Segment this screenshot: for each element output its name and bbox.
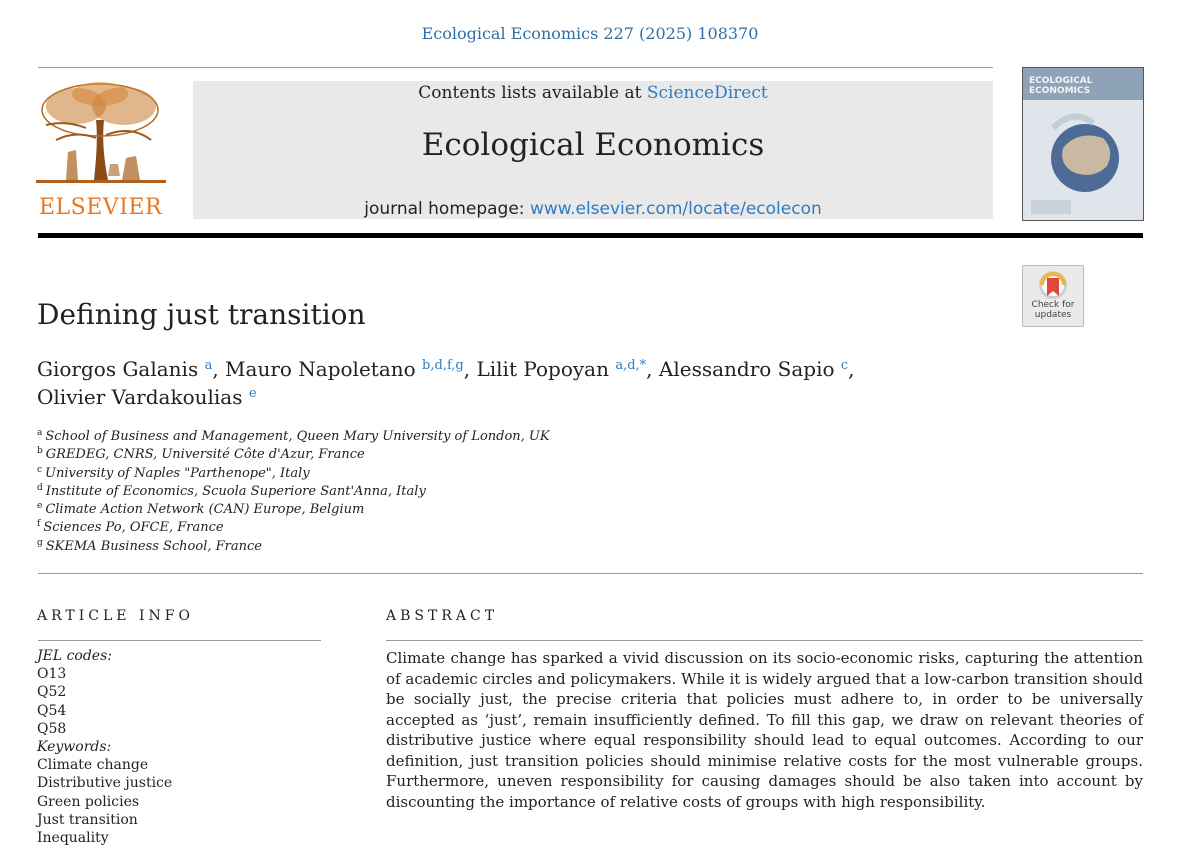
elsevier-wordmark: ELSEVIER [39, 195, 163, 220]
section-divider [38, 573, 1143, 574]
affiliation-marker: g [37, 537, 43, 548]
affiliation-text: SKEMA Business School, France [45, 538, 262, 554]
keyword: Climate change [37, 757, 149, 774]
affiliation-text: Climate Action Network (CAN) Europe, Belgium [45, 502, 365, 518]
keyword: Just transition [37, 811, 138, 828]
affiliation-text: University of Naples "Parthenope", Italy [45, 465, 310, 481]
jel-code: O13 [37, 666, 67, 683]
author-affil-marker[interactable]: a,d,* [615, 358, 647, 373]
keyword: Distributive justice [37, 775, 173, 792]
author-affil-marker[interactable]: a [204, 358, 213, 373]
affiliation-marker: c [37, 464, 43, 475]
jel-codes-label: JEL codes: [37, 648, 112, 664]
check-for-updates-badge[interactable] [1022, 265, 1084, 327]
homepage-line [193, 199, 993, 219]
affiliation-item [37, 446, 550, 464]
author-list: Giorgos Galanis $^a$, Mauro Napoletano $^{b,d,f,g}$, Lilit Popoyan $^{a,d,*}$, Alessandro Sapio $^c$, Olivier Vardakoulias $^e$ [37, 357, 855, 409]
author-affil-marker[interactable]: b,d,f,g [422, 358, 464, 373]
author-affil-marker[interactable]: c [840, 358, 849, 373]
affiliation-text: Institute of Economics, Scuola Superiore Sant'Anna, Italy [45, 483, 426, 499]
affiliation-item [37, 483, 550, 501]
cover-title: ECOLOGICAL ECONOMICS [1029, 76, 1093, 96]
sciencedirect-link[interactable]: ScienceDirect [646, 83, 768, 103]
article-title: Defining just transition [37, 298, 366, 331]
affiliation-marker: e [37, 501, 43, 512]
update-check-icon [1023, 268, 1083, 302]
keyword: Green policies [37, 793, 140, 810]
affiliation-item [37, 428, 550, 446]
affiliation-text: Sciences Po, OFCE, France [43, 520, 224, 536]
affiliations [37, 428, 550, 556]
jel-code: Q54 [37, 702, 67, 719]
contents-line [193, 83, 993, 103]
author-affil-marker[interactable]: e [248, 386, 257, 401]
top-divider [38, 67, 993, 68]
affiliation-text: School of Business and Management, Queen Mary University of London, UK [45, 429, 550, 444]
journal-cover[interactable] [1022, 67, 1144, 221]
article-info [37, 647, 172, 847]
elsevier-logo[interactable] [36, 80, 166, 222]
tree-icon [36, 80, 166, 192]
affiliation-item [37, 519, 550, 537]
affiliation-text: GREDEG, CNRS, Université Côte d'Azur, France [45, 447, 365, 463]
abstract-rule [386, 640, 1143, 641]
author-name[interactable]: Mauro Napoletano [225, 357, 416, 381]
keywords-label: Keywords: [37, 739, 112, 756]
header-rule [38, 233, 1143, 238]
homepage-prefix: journal homepage: [364, 199, 530, 219]
article-info-rule [38, 640, 321, 641]
check-for-updates-label: Check for updates [1031, 300, 1075, 320]
keyword: Inequality [37, 830, 109, 847]
author-name[interactable]: Alessandro Sapio [658, 357, 835, 381]
affiliation-item [37, 501, 550, 519]
jel-code: Q58 [37, 720, 67, 737]
affiliation-item [37, 465, 550, 483]
journal-name: Ecological Economics [421, 127, 765, 163]
author-name[interactable]: Giorgos Galanis [37, 357, 199, 381]
affiliation-item [37, 538, 550, 556]
jel-code: Q52 [37, 684, 67, 701]
author-name[interactable]: Olivier Vardakoulias [37, 385, 243, 409]
journal-header [193, 81, 993, 219]
affiliation-marker: f [37, 519, 41, 530]
affiliation-marker: b [37, 446, 43, 457]
contents-prefix: Contents lists available at [418, 83, 647, 103]
abstract-text: Climate change has sparked a vivid discussion on its socio-economic risks, capturing the attention of academic circles and policymakers. While it is widely argued that a low-carbon transition should be socially just, the precise criteria that policies must adhere to, in order to be universally accepted as ‘just’, remain insufficiently defined. To fill this gap, we draw on relevant theories of distributive justice where equal responsibility should lead to equal outcomes. According to our definition, just transition policies should minimise relative costs for the most vulnerable groups. Furthermore, uneven responsibility for causing damages should be also taken into account by discounting the importance of relative costs of groups with high responsibility. [386, 649, 1143, 811]
article-info-heading: ARTICLE INFO [37, 608, 194, 624]
homepage-link[interactable]: www.elsevier.com/locate/ecolecon [529, 199, 822, 219]
journal-citation[interactable]: Ecological Economics 227 (2025) 108370 [421, 24, 759, 43]
affiliation-marker: a [37, 428, 43, 438]
abstract-heading: ABSTRACT [386, 608, 499, 624]
author-name[interactable]: Lilit Popoyan [476, 357, 609, 381]
affiliation-marker: d [37, 482, 43, 493]
